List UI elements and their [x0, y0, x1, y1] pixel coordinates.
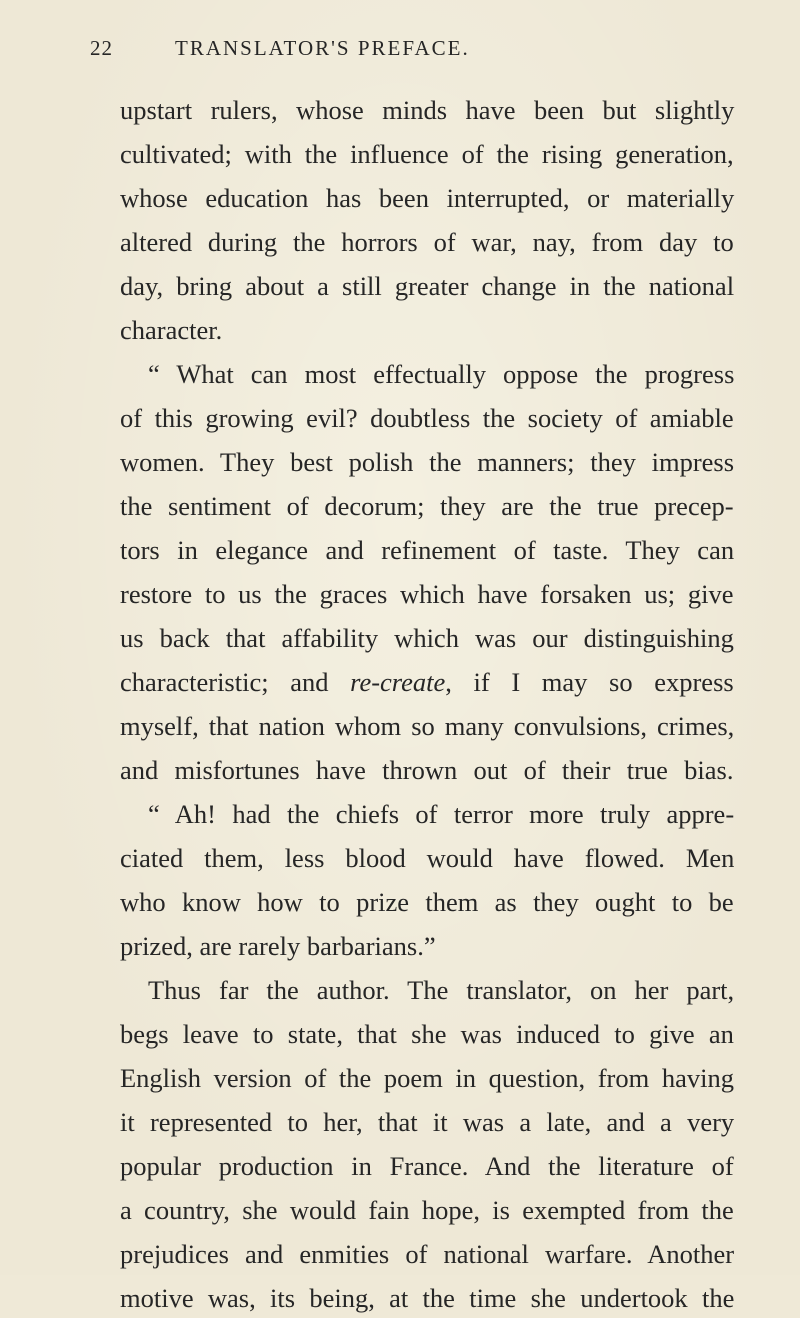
text-line: Thus far the author. The translator, on her part,: [148, 975, 735, 1005]
text-line: us back that affability which was our distinguishing: [120, 623, 734, 653]
text-line: upstart rulers, whose minds have been but slightly: [120, 95, 735, 125]
text-line: and misfortunes have thrown out of their true bias.: [120, 755, 734, 785]
text-line: the sentiment of decorum; they are the true precep-: [120, 491, 734, 521]
text-line: it represented to her, that it was a late, and a very: [120, 1107, 735, 1137]
text-line: character.: [120, 315, 223, 345]
text-line: altered during the horrors of war, nay, from day to: [120, 227, 734, 257]
text-line: who know how to prize them as they ought to be: [120, 887, 734, 917]
text-line: “ Ah! had the chiefs of terror more truly appre-: [148, 799, 735, 829]
text-line: begs leave to state, that she was induced to give an: [120, 1019, 734, 1049]
running-head: TRANSLATOR'S PREFACE.: [175, 36, 470, 60]
text-line: a country, she would fain hope, is exempted from the: [120, 1195, 734, 1225]
page-header: [70, 36, 730, 66]
text-line: characteristic; and re-create, if I may so express: [120, 667, 734, 697]
page-number: 22: [90, 36, 113, 60]
text-line: myself, that nation whom so many convulsions, crimes,: [120, 711, 735, 741]
text-line: of this growing evil? doubtless the society of amiable: [120, 403, 734, 433]
text-line: women. They best polish the manners; they impress: [120, 447, 735, 477]
text-line: tors in elegance and refinement of taste. They can: [120, 535, 735, 565]
text-line: English version of the poem in question, from having: [120, 1063, 734, 1093]
text-line: whose education has been interrupted, or materially: [120, 183, 735, 213]
text-line: “ What can most effectually oppose the progress: [148, 359, 735, 389]
text-line: prejudices and enmities of national warfare. Another: [120, 1239, 735, 1269]
text-line: popular production in France. And the literature of: [120, 1151, 734, 1181]
text-line: prized, are rarely barbarians.”: [120, 931, 436, 961]
text-line: motive was, its being, at the time she undertook the: [120, 1283, 735, 1313]
text-line: cultivated; with the influence of the rising generation,: [120, 139, 734, 169]
text-line: restore to us the graces which have forsaken us; give: [120, 579, 734, 609]
text-line: ciated them, less blood would have flowed. Men: [120, 843, 735, 873]
text-line: day, bring about a still greater change in the national: [120, 271, 735, 301]
italic-word: re-create: [350, 667, 446, 697]
